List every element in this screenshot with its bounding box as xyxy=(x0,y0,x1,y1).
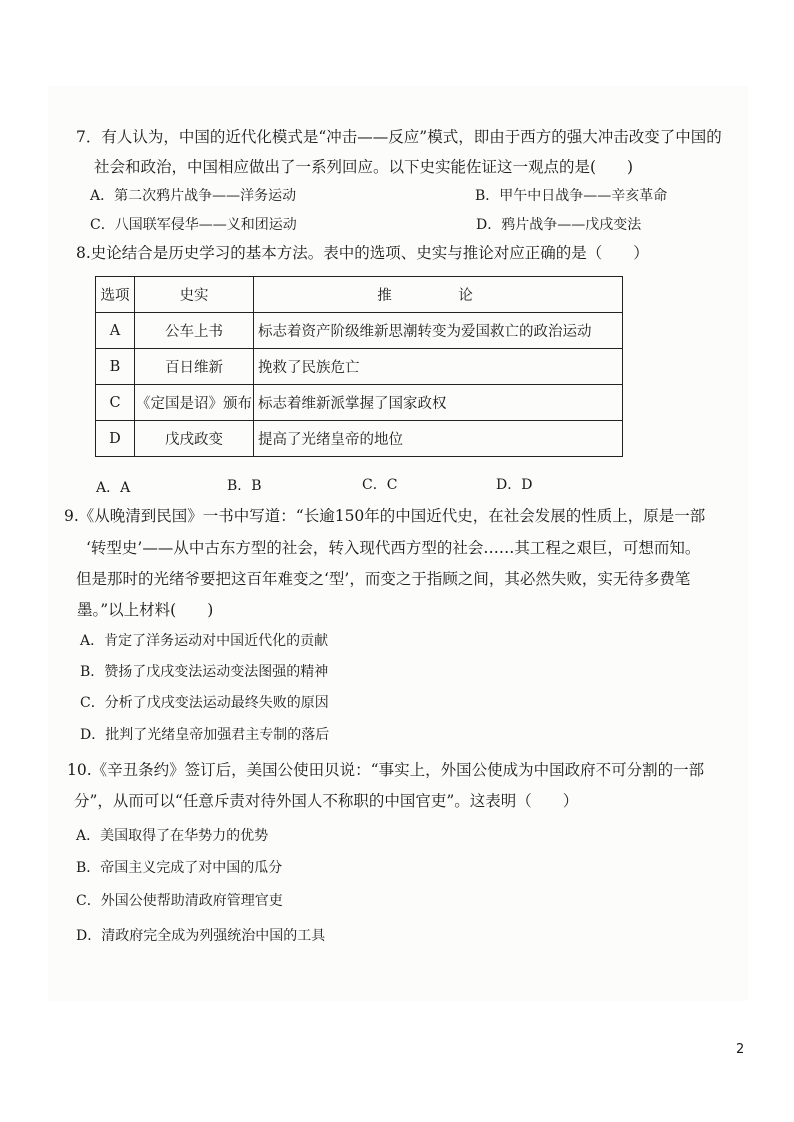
q7-stem-line-1: 7．有人认为，中国的近代化模式是“冲击——反应”模式，即由于西方的强大冲击改变了中国的 xyxy=(76,128,722,146)
q7-stem-line-2: 社会和政治，中国相应做出了一系列回应。以下史实能佐证这一观点的是( ) xyxy=(94,158,634,176)
table-cell: D xyxy=(96,421,135,457)
q8-option-d[interactable]: D．D xyxy=(496,477,533,493)
q10-option-b[interactable]: B．帝国主义完成了对中国的瓜分 xyxy=(76,860,283,876)
table-row xyxy=(96,385,623,421)
table-cell: 挽救了民族危亡 xyxy=(254,349,623,385)
table-cell: 《定国是诏》颁布 xyxy=(135,385,254,421)
q7-option-b[interactable]: B．甲午中日战争——辛亥革命 xyxy=(475,188,668,204)
table-cell: B xyxy=(96,349,135,385)
q8-table xyxy=(95,276,623,457)
q10-option-d[interactable]: D．清政府完全成为列强统治中国的工具 xyxy=(76,928,326,944)
q9-option-c[interactable]: C．分析了戊戌变法运动最终失败的原因 xyxy=(80,695,329,711)
q10-stem-line-1: 10.《辛丑条约》签订后，美国公使田贝说：“事实上，外国公使成为中国政府不可分割的一部 xyxy=(67,761,705,779)
q7-option-a[interactable]: A．第二次鸦片战争——洋务运动 xyxy=(90,188,297,204)
q9-option-b[interactable]: B．赞扬了戊戌变法运动变法图强的精神 xyxy=(80,664,329,680)
table-header-row xyxy=(96,277,623,313)
q10-option-a[interactable]: A．美国取得了在华势力的优势 xyxy=(76,828,269,844)
q9-stem-line-4: 墨。”以上材料( ) xyxy=(77,601,214,619)
page-number: 2 xyxy=(736,1042,745,1057)
table-row xyxy=(96,349,623,385)
table-row xyxy=(96,421,623,457)
table-cell: 戊戌政变 xyxy=(135,421,254,457)
q7-option-c[interactable]: C．八国联军侵华——义和团运动 xyxy=(90,217,297,233)
q8-stem: 8.史论结合是历史学习的基本方法。表中的选项、史实与推论对应正确的是（ ） xyxy=(76,244,649,262)
table-cell: 公车上书 xyxy=(135,313,254,349)
table-header-cell: 选项 xyxy=(96,277,135,313)
q9-stem-line-1: 9.《从晚清到民国》一书中写道：“长逾150年的中国近代史，在社会发展的性质上，原是一部 xyxy=(64,507,706,525)
q8-option-c[interactable]: C．C xyxy=(362,477,398,493)
table-row xyxy=(96,313,623,349)
q8-option-a[interactable]: A．A xyxy=(96,480,131,496)
table-header-cell: 史实 xyxy=(135,277,254,313)
q9-option-d[interactable]: D．批判了光绪皇帝加强君主专制的落后 xyxy=(80,727,330,743)
table-cell: 标志着维新派掌握了国家政权 xyxy=(254,385,623,421)
table-cell: 百日维新 xyxy=(135,349,254,385)
q10-option-c[interactable]: C．外国公使帮助清政府管理官吏 xyxy=(76,893,283,909)
q9-option-a[interactable]: A．肯定了洋务运动对中国近代化的贡献 xyxy=(80,633,329,649)
table-cell: C xyxy=(96,385,135,421)
table-header-cell: 推 论 xyxy=(254,277,623,313)
q10-stem-line-2: 分”，从而可以“任意斥责对待外国人不称职的中国官吏”。这表明（ ） xyxy=(74,792,579,810)
q9-stem-line-3: 但是那时的光绪爷要把这百年难变之‘型’，而变之于指顾之间，其必然失败，实无待多费笔 xyxy=(76,570,691,588)
table-cell: 提高了光绪皇帝的地位 xyxy=(254,421,623,457)
table-cell: 标志着资产阶级维新思潮转变为爱国救亡的政治运动 xyxy=(254,313,623,349)
table-cell: A xyxy=(96,313,135,349)
q7-option-d[interactable]: D．鸦片战争——戊戌变法 xyxy=(476,217,642,233)
q9-stem-line-2: ‘转型史’——从中古东方型的社会，转入现代西方型的社会……其工程之艰巨，可想而知。 xyxy=(86,539,701,557)
q8-option-b[interactable]: B．B xyxy=(227,478,262,494)
